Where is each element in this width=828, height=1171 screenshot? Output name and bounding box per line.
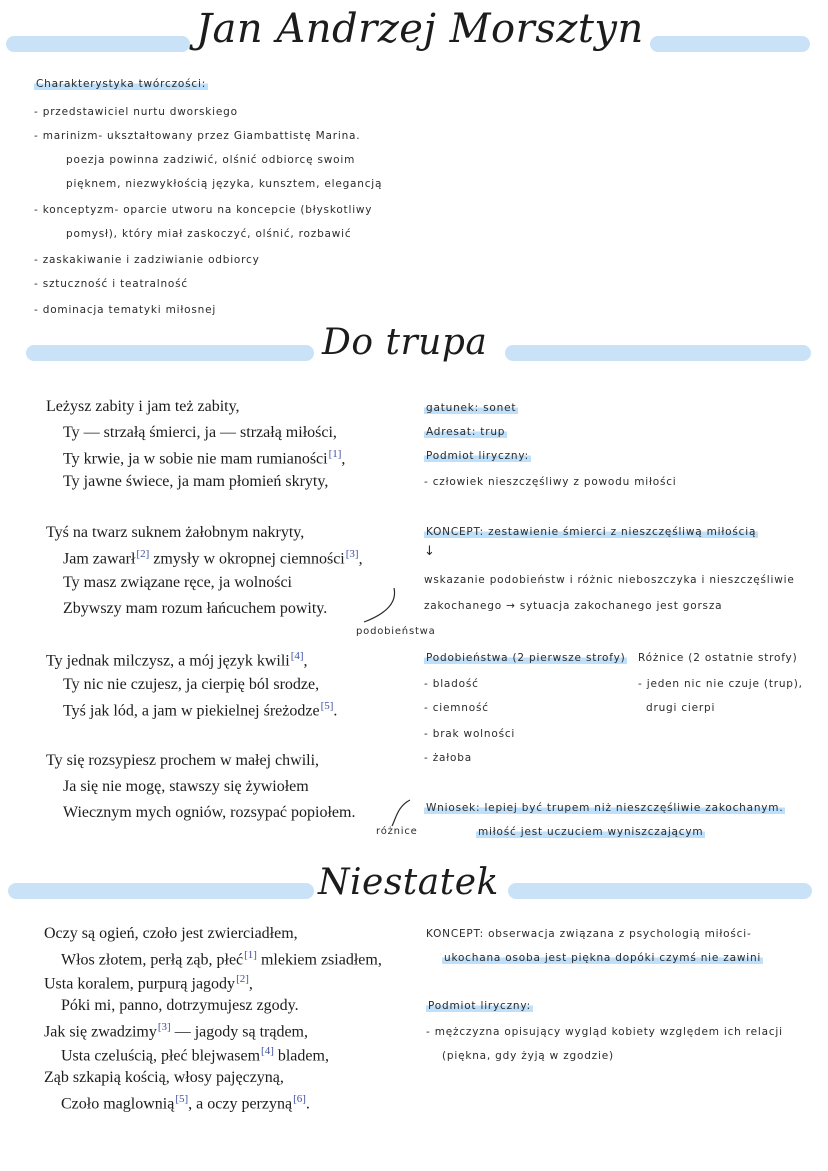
header-band-right <box>650 36 810 52</box>
poem-line: Ty krwie, ja w sobie nie mam rumianości[1], <box>63 448 346 468</box>
poem-line: Ty nic nie czujesz, ja cierpię ból srodze, <box>63 676 320 693</box>
arrow-down-icon: ↓ <box>424 544 436 559</box>
char-line-8: - sztuczność i teatralność <box>34 278 188 290</box>
section-band-left <box>8 883 314 899</box>
poem-line: Usta koralem, purpurą jagody[2], <box>44 973 253 993</box>
note-speaker-desc-2: (piękna, gdy żyją w zgodzie) <box>442 1050 614 1062</box>
note-speaker-desc: - mężczyzna opisujący wygląd kobiety względem ich relacji <box>426 1026 783 1038</box>
footnote-ref[interactable]: [1] <box>244 949 257 961</box>
poem-line: Póki mi, panno, dotrzymujesz zgody. <box>61 997 299 1014</box>
note-similarity: - ciemność <box>424 702 489 714</box>
poem-line: Wiecznym mych ogniów, rozsypać popiołem. <box>63 804 356 821</box>
characteristics-heading: Charakterystyka twórczości: <box>36 78 207 90</box>
note-addressee: Adresat: trup <box>426 426 506 438</box>
annotation-differences: różnice <box>376 826 418 837</box>
char-line-9: - dominacja tematyki miłosnej <box>34 304 217 316</box>
char-line-1: - przedstawiciel nurtu dworskiego <box>34 106 238 118</box>
note-concept: KONCEPT: obserwacja związana z psychologią miłości- <box>426 928 752 940</box>
footnote-ref[interactable]: [4] <box>290 650 304 662</box>
note-speaker: Podmiot liryczny: <box>428 1000 531 1012</box>
bracket-differences <box>388 796 428 836</box>
section-band-right <box>508 883 812 899</box>
poem-line: Zbywszy mam rozum łańcuchem powity. <box>63 600 328 617</box>
header-band-left <box>6 36 190 52</box>
note-similarities-heading: Podobieństwa (2 pierwsze strofy) <box>426 652 626 664</box>
section-band-right <box>505 345 811 361</box>
footnote-ref[interactable]: [5] <box>320 700 334 712</box>
char-line-3: poezja powinna zadziwić, olśnić odbiorcę swoim <box>66 154 356 166</box>
footnote-ref[interactable]: [5] <box>175 1093 189 1105</box>
poem-line: Ja się nie mogę, stawszy się żywiołem <box>63 778 309 795</box>
poem-line: Ty się rozsypiesz prochem w małej chwili, <box>46 752 320 769</box>
poem-line: Jam zawarł[2] zmysły w okropnej ciemności[3], <box>63 548 363 568</box>
niestatek-notes <box>426 928 816 1068</box>
poem-line: Leżysz zabity i jam też zabity, <box>46 398 240 415</box>
poem-line: Ty — strzałą śmierci, ja — strzałą miłości, <box>63 424 337 441</box>
char-line-5: - konceptyzm- oparcie utworu na koncepcie (błyskotliwy <box>34 204 373 216</box>
bracket-similarities <box>350 582 410 642</box>
note-similarity: - żałoba <box>424 752 472 764</box>
note-differences-heading: Różnice (2 ostatnie strofy) <box>638 652 798 664</box>
note-similarity: - bladość <box>424 678 479 690</box>
annotation-similarities: podobieństwa <box>356 626 436 637</box>
poem-line: Tyś jak lód, a jam w piekielnej śreżodze[5]. <box>63 700 338 720</box>
note-concept-2: ukochana osoba jest piękna dopóki czymś nie zawini <box>444 952 762 964</box>
footnote-ref[interactable]: [6] <box>293 1093 306 1105</box>
section-title-do-trupa: Do trupa <box>322 322 488 363</box>
section-title-niestatek: Niestatek <box>318 862 499 903</box>
note-difference: - jeden nic nie czuje (trup), <box>638 678 803 690</box>
note-similarity: - brak wolności <box>424 728 516 740</box>
note-conclusion-2: miłość jest uczuciem wyniszczającym <box>478 826 704 838</box>
poem-line: Czoło maglownią[5], a oczy perzyną[6]. <box>61 1093 310 1113</box>
poem-line: Ząb szkapią kością, włosy pajęczyną, <box>44 1069 284 1086</box>
note-concept: KONCEPT: zestawienie śmierci z nieszczęśliwą miłością <box>426 526 757 538</box>
poem-line: Ty masz związane ręce, ja wolności <box>63 574 292 591</box>
char-line-4: pięknem, niezwykłością języka, kunsztem, elegancją <box>66 178 383 190</box>
poem-line: Włos złotem, perłą ząb, płeć[1] mlekiem zsiadłem, <box>61 949 382 969</box>
section-band-left <box>26 345 314 361</box>
footnote-ref[interactable]: [2] <box>136 548 150 560</box>
characteristics-block <box>34 78 434 328</box>
poem-line: Usta czeluścią, płeć blejwasem[4] bladem, <box>61 1045 329 1065</box>
note-comparison-2: zakochanego → sytuacja zakochanego jest gorsza <box>424 600 723 612</box>
note-speaker-desc: - człowiek nieszczęśliwy z powodu miłości <box>424 476 677 488</box>
footnote-ref[interactable]: [4] <box>261 1045 274 1057</box>
footnote-ref[interactable]: [3] <box>345 548 359 560</box>
footnote-ref[interactable]: [3] <box>157 1021 171 1033</box>
poem-line: Ty jawne świece, ja mam płomień skryty, <box>63 473 329 490</box>
poem-line: Ty jednak milczysz, a mój język kwili[4], <box>46 650 308 670</box>
note-genre: gatunek: sonet <box>426 402 517 414</box>
poem-line: Oczy są ogień, czoło jest zwierciadłem, <box>44 925 298 942</box>
do-trupa-notes <box>424 402 814 852</box>
page-title: Jan Andrzej Morsztyn <box>196 6 644 52</box>
note-speaker: Podmiot liryczny: <box>426 450 529 462</box>
char-line-7: - zaskakiwanie i zadziwianie odbiorcy <box>34 254 260 266</box>
note-difference: drugi cierpi <box>646 702 716 714</box>
note-comparison-1: wskazanie podobieństw i różnic nieboszczyka i nieszczęśliwie <box>424 574 795 586</box>
char-line-2: - marinizm- ukształtowany przez Giambattistę Marina. <box>34 130 361 142</box>
poem-niestatek <box>44 925 424 1125</box>
poem-line: Jak się zwadzimy[3] — jagody są trądem, <box>44 1021 308 1041</box>
footnote-ref[interactable]: [1] <box>328 448 342 460</box>
poem-line: Tyś na twarz suknem żałobnym nakryty, <box>46 524 305 541</box>
note-conclusion-1: Wniosek: lepiej być trupem niż nieszczęśliwie zakochanym. <box>426 802 784 814</box>
char-line-6: pomysł), który miał zaskoczyć, olśnić, rozbawić <box>66 228 352 240</box>
footnote-ref[interactable]: [2] <box>236 973 249 985</box>
